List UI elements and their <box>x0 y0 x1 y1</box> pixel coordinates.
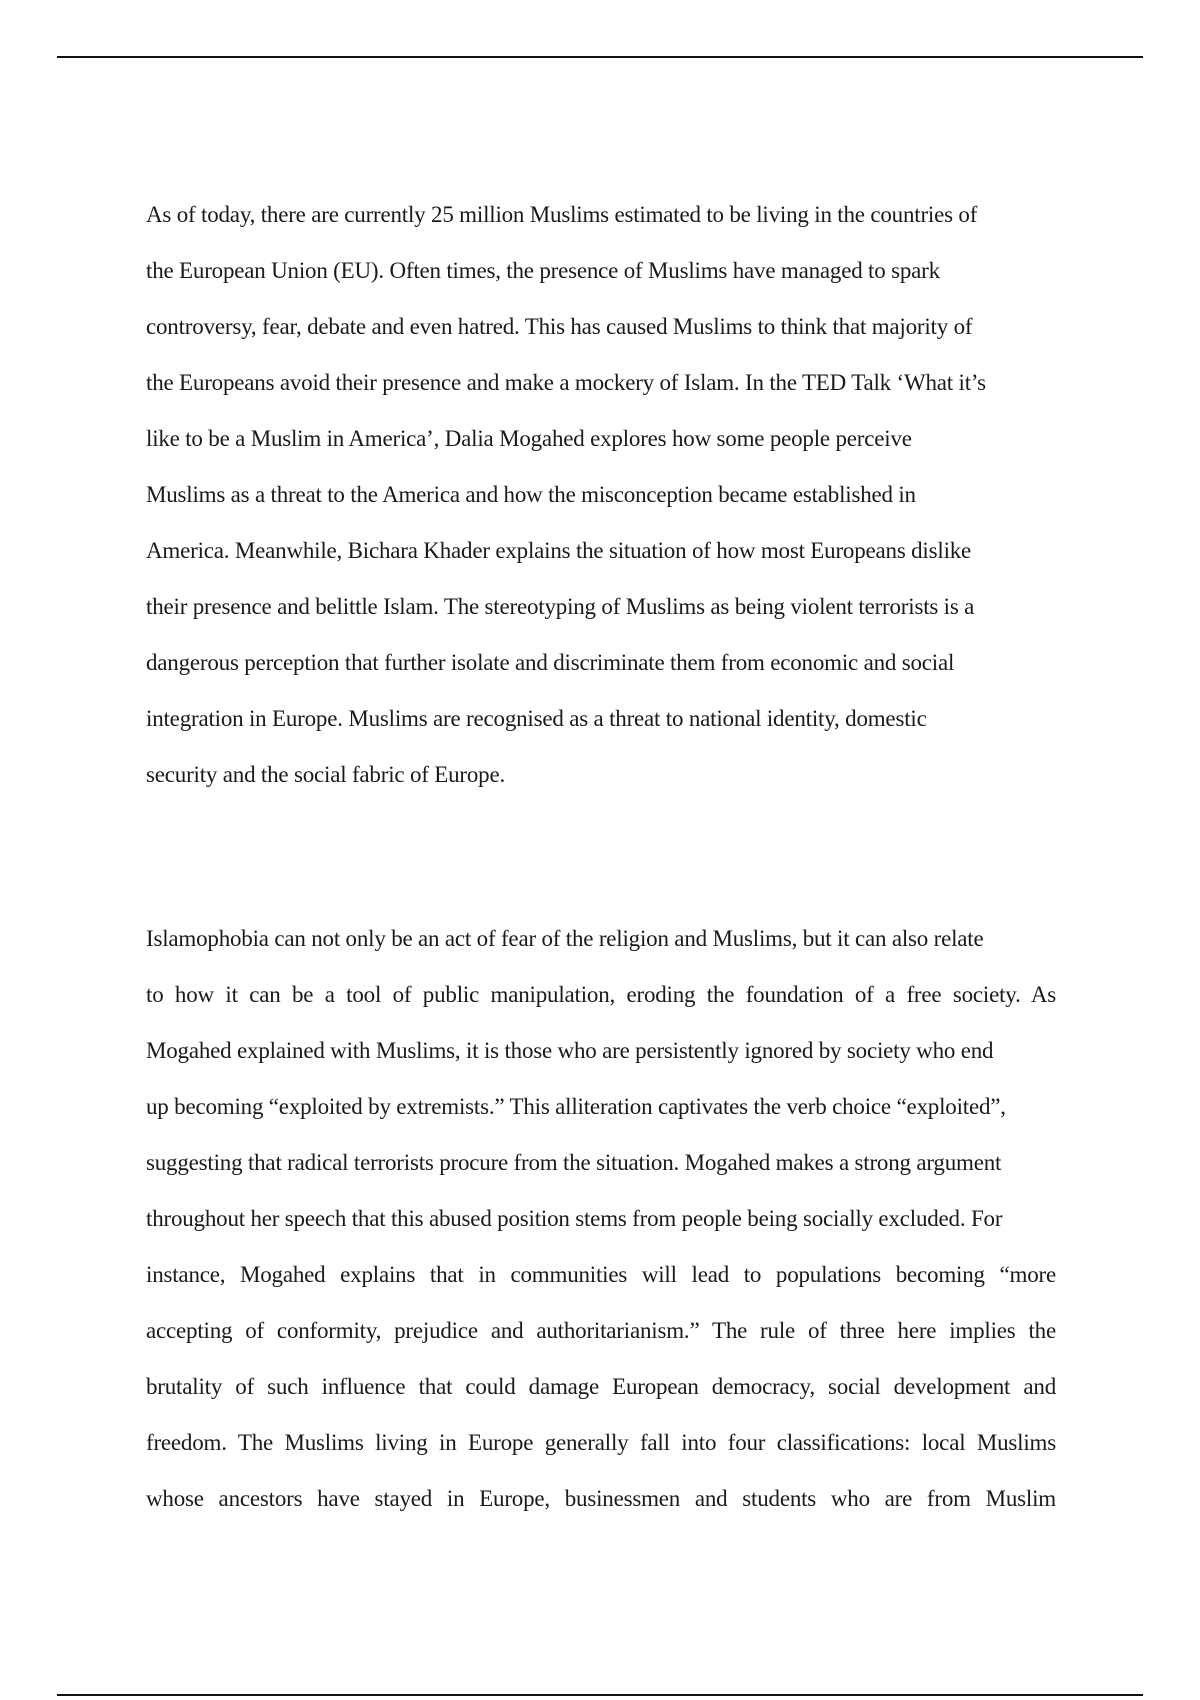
text-line: accepting of conformity, prejudice and authoritarianism.” The rule of three here implies the <box>146 1318 1056 1343</box>
text-line: controversy, fear, debate and even hatred. This has caused Muslims to think that majority of <box>146 314 973 339</box>
text-line: integration in Europe. Muslims are recognised as a threat to national identity, domestic <box>146 706 927 731</box>
text-line: up becoming “exploited by extremists.” This alliteration captivates the verb choice “exploited”, <box>146 1094 1006 1119</box>
text-line: their presence and belittle Islam. The stereotyping of Muslims as being violent terrorists is a <box>146 594 975 619</box>
text-line: Muslims as a threat to the America and how the misconception became established in <box>146 482 916 507</box>
text-line: Mogahed explained with Muslims, it is those who are persistently ignored by society who end <box>146 1038 994 1063</box>
text-line: instance, Mogahed explains that in communities will lead to populations becoming “more <box>146 1262 1056 1287</box>
text-line: the Europeans avoid their presence and make a mockery of Islam. In the TED Talk ‘What it’s <box>146 370 986 395</box>
text-line: to how it can be a tool of public manipulation, eroding the foundation of a free society. As <box>146 982 1056 1007</box>
text-line: the European Union (EU). Often times, the presence of Muslims have managed to spark <box>146 258 940 283</box>
text-line: throughout her speech that this abused position stems from people being socially excluded. For <box>146 1206 1003 1231</box>
text-line: suggesting that radical terrorists procure from the situation. Mogahed makes a strong argument <box>146 1150 1002 1175</box>
header-rule <box>57 56 1143 58</box>
text-line: whose ancestors have stayed in Europe, businessmen and students who are from Muslim <box>146 1486 1056 1511</box>
paragraph-intro <box>146 187 1056 803</box>
text-line: security and the social fabric of Europe. <box>146 762 506 787</box>
paragraph-islamophobia <box>146 911 1056 1527</box>
text-line: brutality of such influence that could damage European democracy, social development and <box>146 1374 1056 1399</box>
text-line: like to be a Muslim in America’, Dalia Mogahed explores how some people perceive <box>146 426 912 451</box>
text-line: dangerous perception that further isolate and discriminate them from economic and social <box>146 650 955 675</box>
text-line: Islamophobia can not only be an act of fear of the religion and Muslims, but it can also relate <box>146 926 984 951</box>
footer-rule <box>57 1694 1143 1696</box>
text-line: As of today, there are currently 25 million Muslims estimated to be living in the countries of <box>146 202 978 227</box>
text-line: freedom. The Muslims living in Europe generally fall into four classifications: local Muslims <box>146 1430 1056 1455</box>
text-line: America. Meanwhile, Bichara Khader explains the situation of how most Europeans dislike <box>146 538 972 563</box>
